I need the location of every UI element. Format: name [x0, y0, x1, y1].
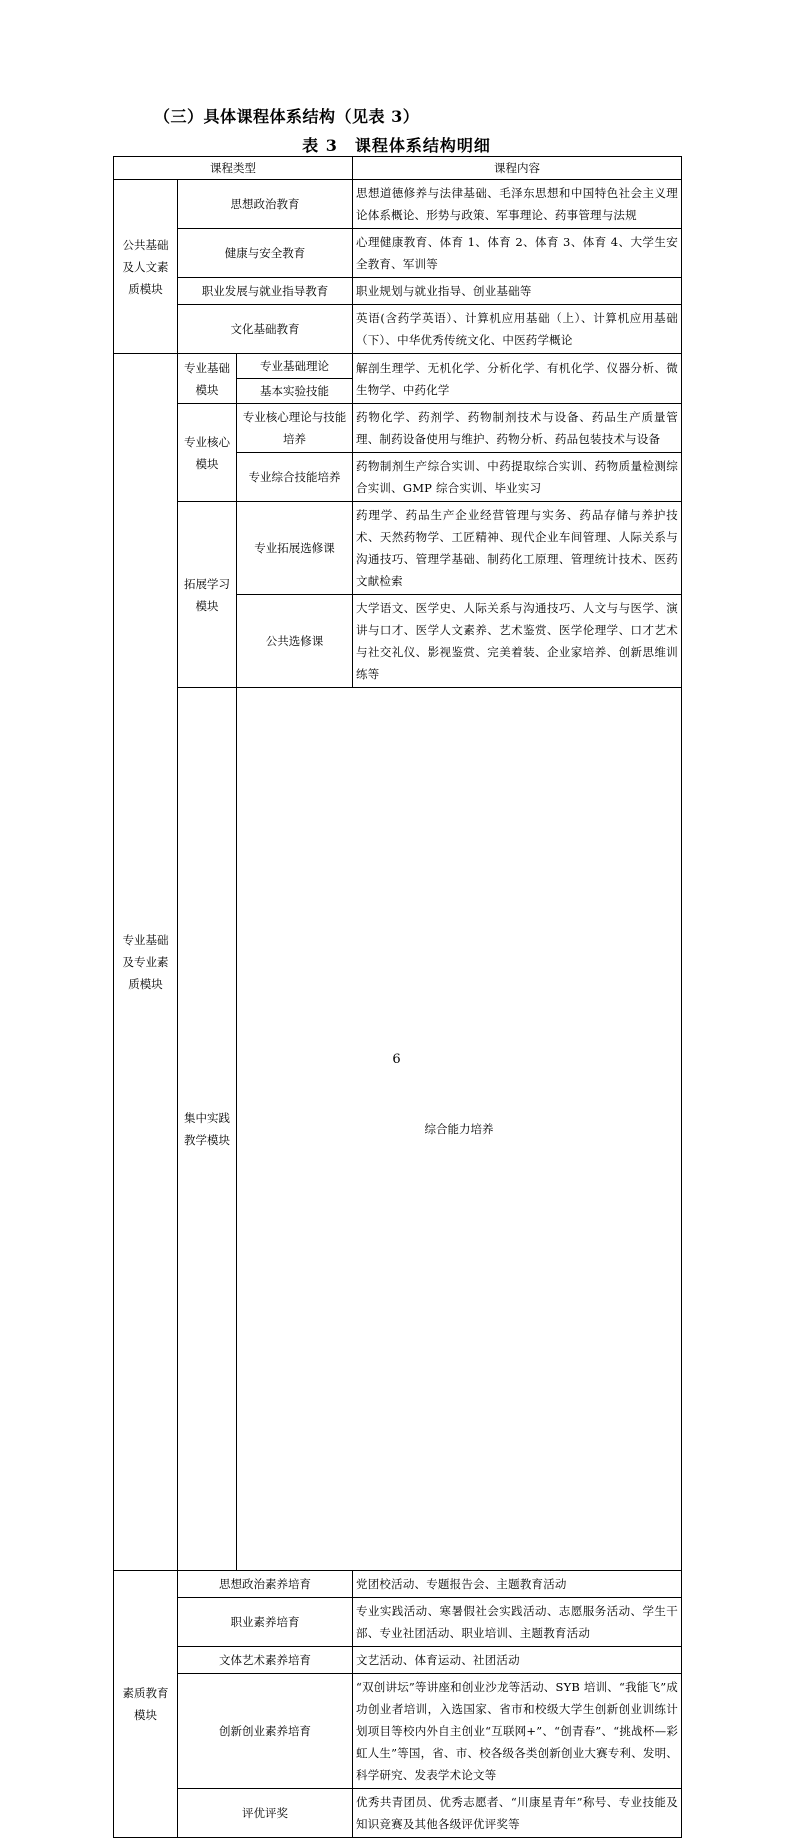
table-row: [114, 502, 682, 595]
module-label-professional: 专业基础及专业素质模块: [114, 354, 178, 1571]
header-course-content: 课程内容: [353, 157, 682, 180]
table-row: [114, 278, 682, 305]
course-type-cell: 思想政治教育: [178, 180, 353, 229]
course-content-cell: “双创讲坛”等讲座和创业沙龙等活动、SYB 培训、“我能飞”成功创业者培训，入选国家、省市和校级大学生创新创业训练计划项目等校内外自主创业“互联网+”、“创青春”、“挑战杯—彩虹人生”等国，省、市、校各级各类创新创业大赛专利、发明、科学研究、发表学术论文等: [353, 1674, 682, 1789]
submodule-label-foundation: 专业基础模块: [178, 354, 237, 404]
course-type-cell: 创新创业素养培育: [178, 1674, 353, 1789]
module-label-practice: 集中实践教学模块: [178, 688, 237, 1571]
course-content-cell: 党团校活动、专题报告会、主题教育活动: [353, 1571, 682, 1598]
table-row: [114, 229, 682, 278]
course-content-cell: 思想道德修养与法律基础、毛泽东思想和中国特色社会主义理论体系概论、形势与政策、军事理论、药事管理与法规: [353, 180, 682, 229]
table-row: [114, 404, 682, 453]
course-content-cell: 优秀共青团员、优秀志愿者、“川康星青年”称号、专业技能及知识竞赛及其他各级评优评奖等: [353, 1789, 682, 1838]
course-type-cell: 基本实验技能: [237, 379, 353, 404]
course-content-cell: 药理学、药品生产企业经营管理与实务、药品存储与养护技术、天然药物学、工匠精神、现代企业车间管理、人际关系与沟通技巧、管理学基础、制药化工原理、管理统计技术、医药文献检索: [353, 502, 682, 595]
course-type-cell: 文体艺术素养培育: [178, 1647, 353, 1674]
course-content-cell: 文艺活动、体育运动、社团活动: [353, 1647, 682, 1674]
course-type-cell: 健康与安全教育: [178, 229, 353, 278]
course-type-cell: 专业基础理论: [237, 354, 353, 379]
course-type-cell: 职业素养培育: [178, 1598, 353, 1647]
course-type-cell: 思想政治素养培育: [178, 1571, 353, 1598]
course-content-cell: 英语(含药学英语）、计算机应用基础（上）、计算机应用基础（下）、中华优秀传统文化、中医药学概论: [353, 305, 682, 354]
course-content-cell: 药物化学、药剂学、药物制剂技术与设备、药品生产质量管理、制药设备使用与维护、药物分析、药品包装技术与设备: [353, 404, 682, 453]
course-type-cell: 专业拓展选修课: [237, 502, 353, 595]
course-type-cell: 专业核心理论与技能培养: [237, 404, 353, 453]
submodule-label-expansion: 拓展学习模块: [178, 502, 237, 688]
table-row: [114, 1789, 682, 1838]
table-row: [114, 1647, 682, 1674]
table-row: [114, 305, 682, 354]
table-caption: 表 3 课程体系结构明细: [302, 136, 491, 155]
course-type-cell: 文化基础教育: [178, 305, 353, 354]
table-row: [114, 1674, 682, 1789]
page-number: 6: [392, 1052, 401, 1067]
course-content-cell: 心理健康教育、体育 1、体育 2、体育 3、体育 4、大学生安全教育、军训等: [353, 229, 682, 278]
course-content-cell: 大学语文、医学史、人际关系与沟通技巧、人文与与医学、演讲与口才、医学人文素养、艺术鉴赏、医学伦理学、口才艺术与社交礼仪、影视鉴赏、完美着装、企业家培养、创新思维训练等: [353, 595, 682, 688]
module-label-public: 公共基础及人文素质模块: [114, 180, 178, 354]
course-content-cell: 药物制剂生产综合实训、中药提取综合实训、药物质量检测综合实训、GMP 综合实训、毕业实习: [353, 453, 682, 502]
course-structure-table: [113, 156, 682, 1838]
table-row: [114, 1598, 682, 1647]
course-type-cell: 评优评奖: [178, 1789, 353, 1838]
table-row: [114, 1571, 682, 1598]
course-type-cell: 职业发展与就业指导教育: [178, 278, 353, 305]
table-header-row: [114, 157, 682, 180]
course-content-cell: 专业实践活动、寒暑假社会实践活动、志愿服务活动、学生干部、专业社团活动、职业培训、主题教育活动: [353, 1598, 682, 1647]
course-type-cell: 综合能力培养: [237, 688, 682, 1571]
course-type-cell: 公共选修课: [237, 595, 353, 688]
table-row: [114, 688, 682, 1571]
module-label-quality: 素质教育模块: [114, 1571, 178, 1838]
table-row: [114, 354, 682, 379]
table-row: [114, 180, 682, 229]
course-content-cell: 解剖生理学、无机化学、分析化学、有机化学、仪器分析、微生物学、中药化学: [353, 354, 682, 404]
header-course-type: 课程类型: [114, 157, 353, 180]
course-type-cell: 专业综合技能培养: [237, 453, 353, 502]
course-content-cell: 职业规划与就业指导、创业基础等: [353, 278, 682, 305]
submodule-label-core: 专业核心模块: [178, 404, 237, 502]
section-heading: （三）具体课程体系结构（见表 3）: [154, 107, 420, 126]
